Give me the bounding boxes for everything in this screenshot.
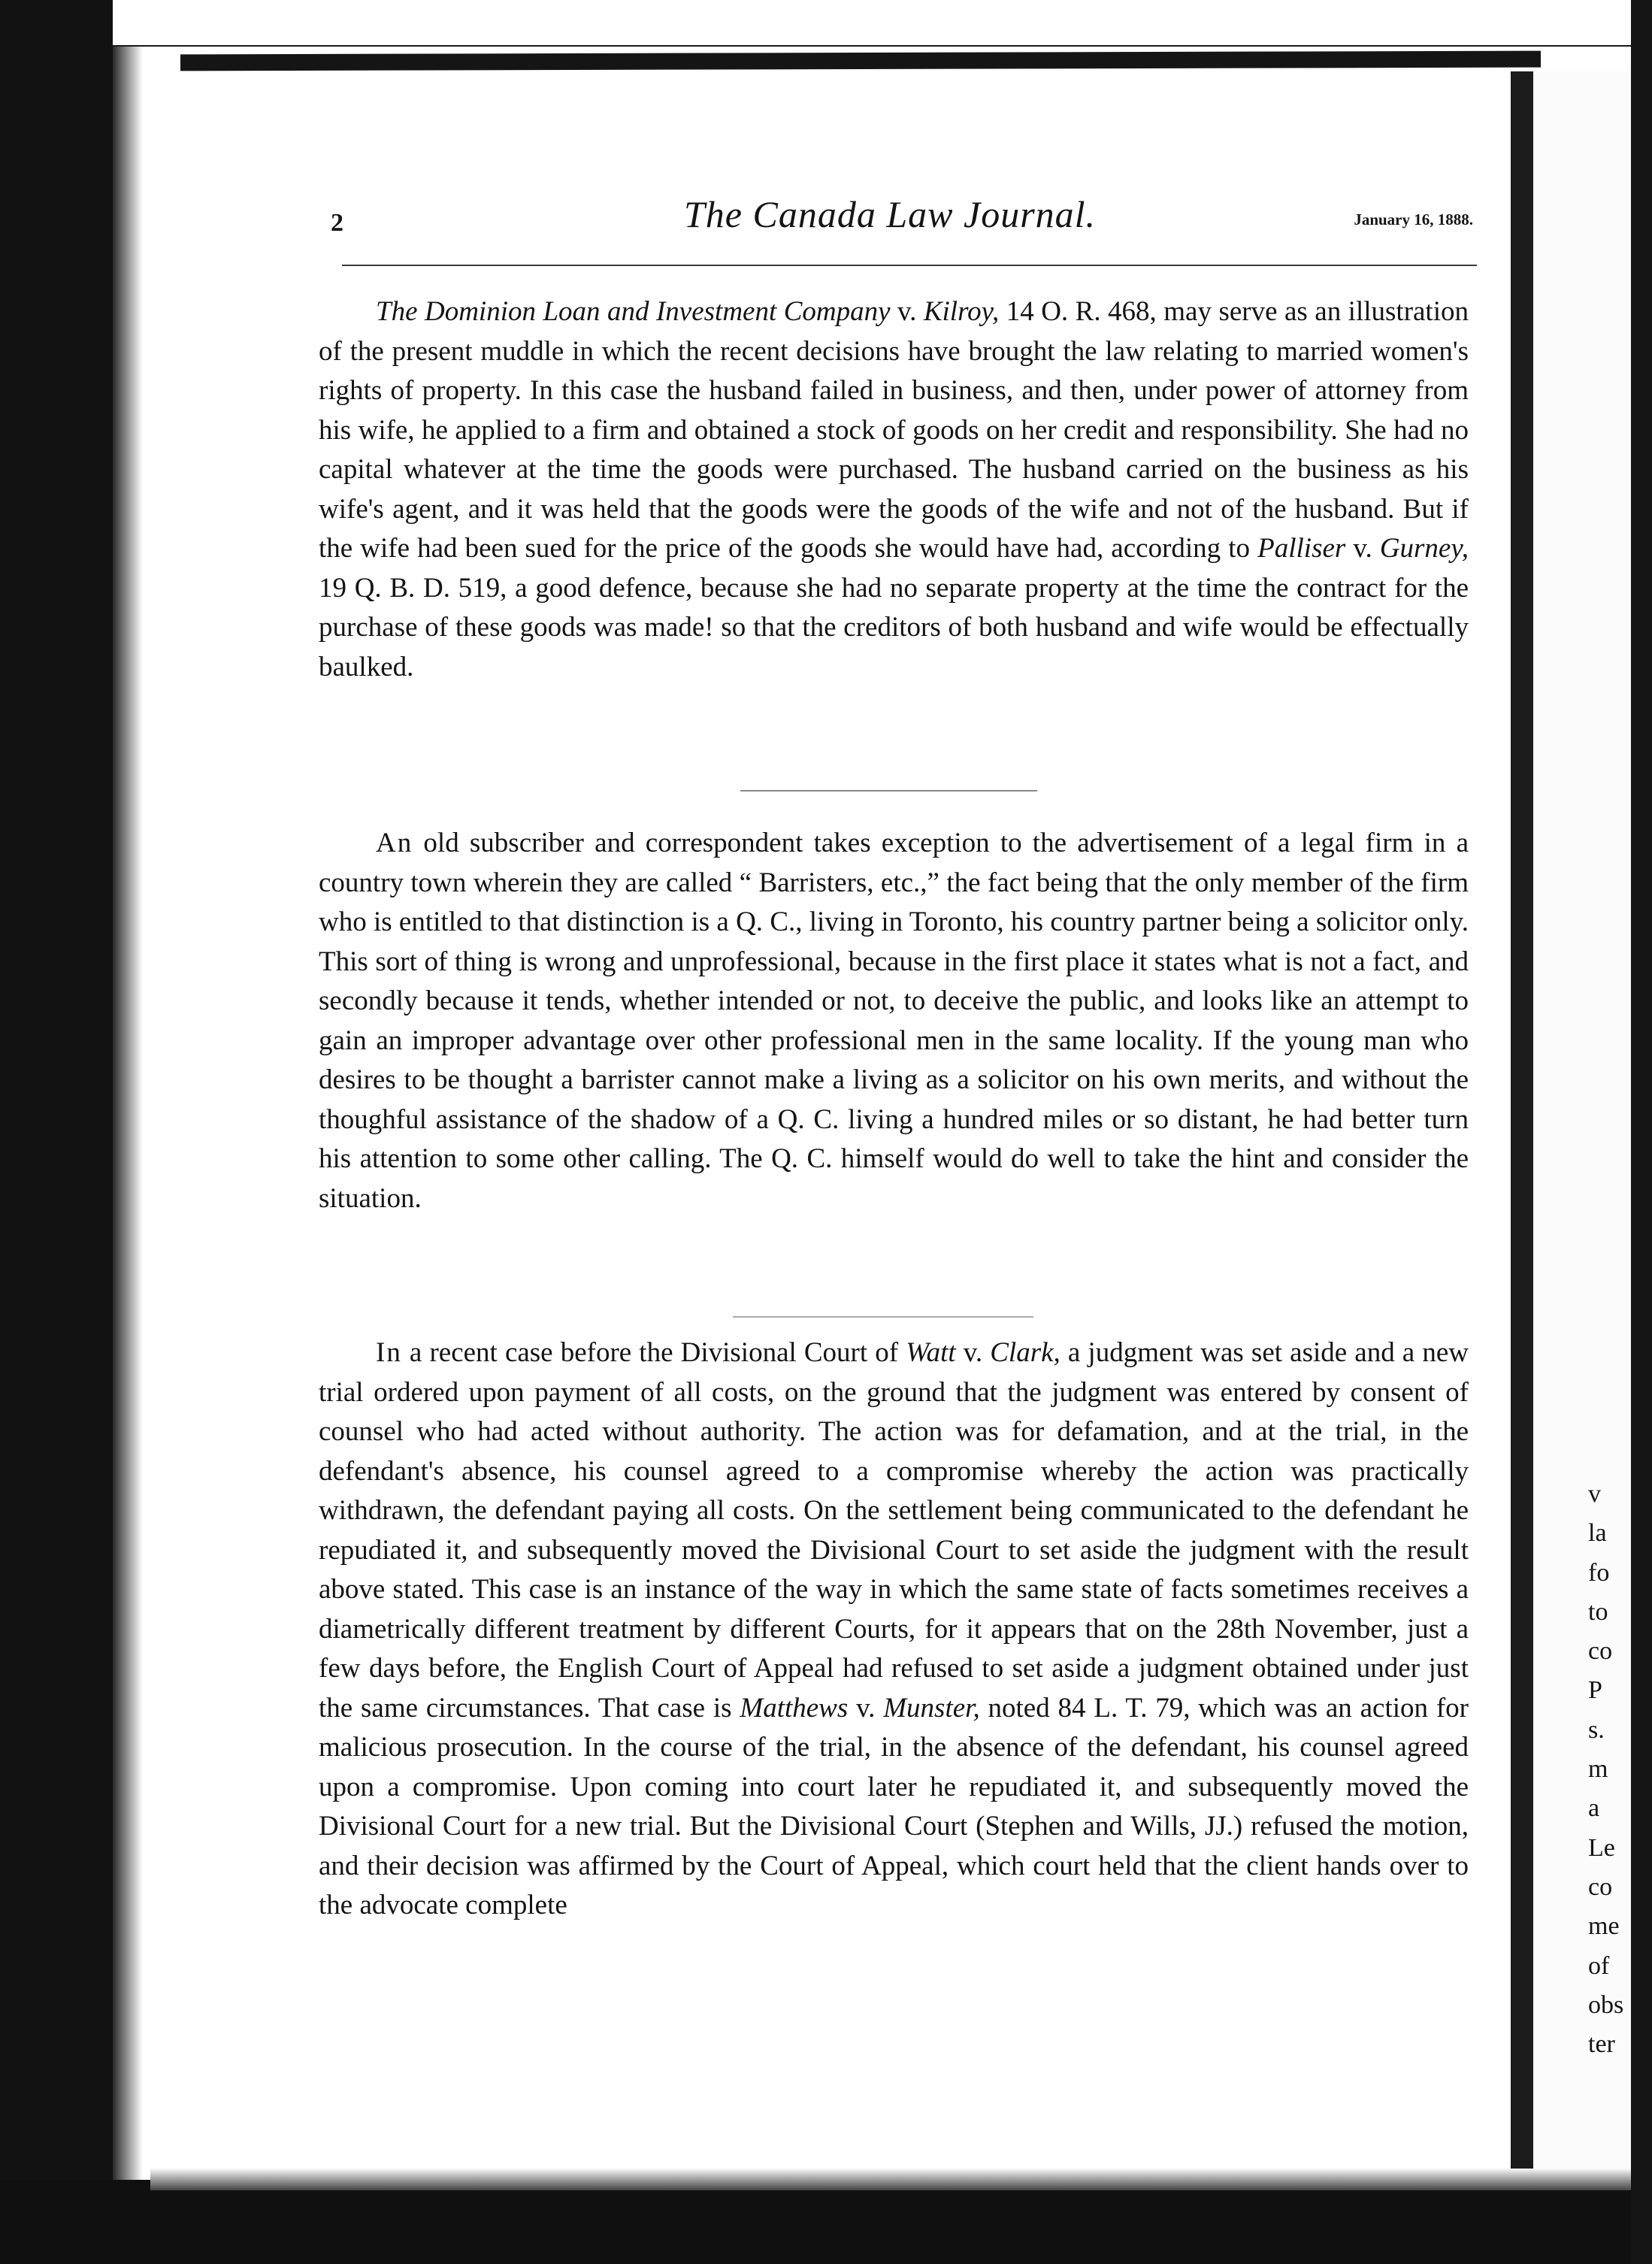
- article-paragraph: [319, 824, 1469, 1218]
- facing-page-fragment: a: [1588, 1794, 1600, 1823]
- text-run: a recent case before the Divisional Court of: [401, 1337, 906, 1368]
- initial-capital-word: An: [376, 828, 413, 858]
- text-run: noted 84 L. T. 79, which was an action for malicious prosecution. In the course of the trial, in the absence of the defendant, his counsel agreed upon a compromise. Upon coming into court later he repudiated it, and subsequently moved the Divisional Court for a new trial. But the Divisional Court (Stephen and Wills, JJ.) refused the motion, and their decision was affirmed by the Court of Appeal, which court held that the client hands over to the advocate complete: [319, 1692, 1469, 1920]
- text-run: v.: [890, 296, 924, 327]
- scan-border-right: [1631, 0, 1652, 2264]
- text-run: v.: [848, 1692, 884, 1724]
- facing-page-fragment: obs: [1588, 1990, 1624, 2019]
- page-number: 2: [331, 209, 343, 237]
- text-run: 14 O. R. 468, may serve as an illustration of the present muddle in which the recent decisions have brought the law relating to married women's rights of property. In this case the husband failed in business, and then, under power of attorney from his wife, he applied to a firm and obtained a stock of goods on her credit and responsibility. She had no capital whatever at the time the goods were purchased. The husband carried on the business as his wife's agent, and it was held that the goods were the goods of the wife and not of the husband. But if the wife had been sued for the price of the goods she would have had, according to: [319, 296, 1469, 564]
- italic-case-name: Watt: [906, 1337, 956, 1368]
- journal-title: The Canada Law Journal.: [684, 193, 1097, 235]
- facing-page-fragment: co: [1588, 1872, 1613, 1901]
- text-run: old subscriber and correspondent takes exception to the advertisement of a legal firm in a country town wherein they are called “ Barristers, etc.,” the fact being that the only member of the firm who is entitled to that distinction is a Q. C., living in Toronto, his country partner being a solicitor only. This sort of thing is wrong and unprofessional, because in the first place it states what is not a fact, and secondly because it tends, whether intended or not, to deceive the public, and looks like an attempt to gain an improper advantage over other professional men in the same locality. If the young man who desires to be thought a barrister cannot make a living as a solicitor on his own merits, and without the thoughful assistance of the shadow of a Q. C. living a hundred miles or so distant, he had better turn his attention to some other calling. The Q. C. himself would do well to take the hint and consider the situation.: [319, 828, 1469, 1214]
- article-paragraph: [319, 1333, 1469, 1926]
- facing-page-fragment: v: [1588, 1480, 1601, 1508]
- facing-page-fragment: la: [1588, 1519, 1607, 1548]
- initial-capital-word: In: [376, 1337, 402, 1368]
- scan-border-left: [0, 0, 113, 2264]
- text-run: 19 Q. B. D. 519, a good defence, because she had no separate property at the time the contract for the purchase of these goods was made! so that the creditors of both husband and wife would be effectually baulked.: [319, 572, 1469, 683]
- italic-case-name: Clark,: [990, 1337, 1060, 1368]
- section-divider: [740, 790, 1037, 791]
- article-married-women-property: [319, 292, 1469, 687]
- italic-case-name: The Dominion Loan and Investment Company: [376, 296, 891, 327]
- facing-page-fragment: ter: [1588, 2030, 1615, 2059]
- text-run: v.: [955, 1337, 991, 1368]
- running-head: [331, 186, 1473, 239]
- facing-page-fragment: of: [1588, 1951, 1610, 1980]
- scan-border-top: [113, 0, 1652, 47]
- facing-page-fragment: P: [1588, 1676, 1602, 1705]
- facing-page-fragment: Le: [1588, 1833, 1615, 1862]
- facing-page-text-fragments: [1588, 1475, 1630, 2064]
- text-run: a judgment was set aside and a new trial ordered upon payment of all costs, on the ground that the judgment was entered by consent of counsel who had acted without authority. The action was for defamation, and at the trial, in the defendant's absence, his counsel agreed to a compromise whereby the action was practically withdrawn, the defendant paying all costs. On the settlement being communicated to the defendant he repudiated it, and subsequently moved the Divisional Court to set aside the judgment with the result above stated. This case is an instance of the way in which the same state of facts sometimes receives a diametrically different treatment by different Courts, for it appears that on the 28th November, just a few days before, the English Court of Appeal had refused to set aside a judgment obtained under just the same circumstances. That case is: [319, 1337, 1469, 1724]
- page-gutter: [1511, 71, 1533, 2169]
- facing-page-fragment: to: [1588, 1597, 1608, 1626]
- header-rule: [342, 265, 1477, 266]
- article-barristers-advertisement: [319, 824, 1469, 1218]
- italic-case-name: Palliser: [1257, 533, 1346, 564]
- scan-shadow-left: [113, 45, 143, 2225]
- facing-page-fragment: fo: [1588, 1558, 1610, 1587]
- italic-case-name: Munster,: [883, 1692, 980, 1724]
- issue-date: January 16, 1888.: [1354, 210, 1473, 229]
- article-watt-v-clark: [319, 1333, 1469, 1926]
- scan-shadow-bottom: [150, 2168, 1652, 2190]
- facing-page-fragment: me: [1588, 1912, 1620, 1941]
- facing-page-fragment: s.: [1588, 1715, 1605, 1744]
- scan-border-bottom: [0, 2180, 1652, 2264]
- italic-case-name: Gurney,: [1379, 533, 1469, 564]
- italic-case-name: Matthews: [740, 1692, 849, 1724]
- italic-case-name: Kilroy,: [923, 296, 1000, 327]
- scan-top-rule: [180, 51, 1541, 71]
- article-paragraph: [319, 292, 1469, 687]
- section-divider: [733, 1316, 1033, 1318]
- facing-page-fragment: co: [1588, 1637, 1613, 1666]
- text-run: v.: [1345, 533, 1380, 564]
- facing-page-fragment: m: [1588, 1755, 1608, 1784]
